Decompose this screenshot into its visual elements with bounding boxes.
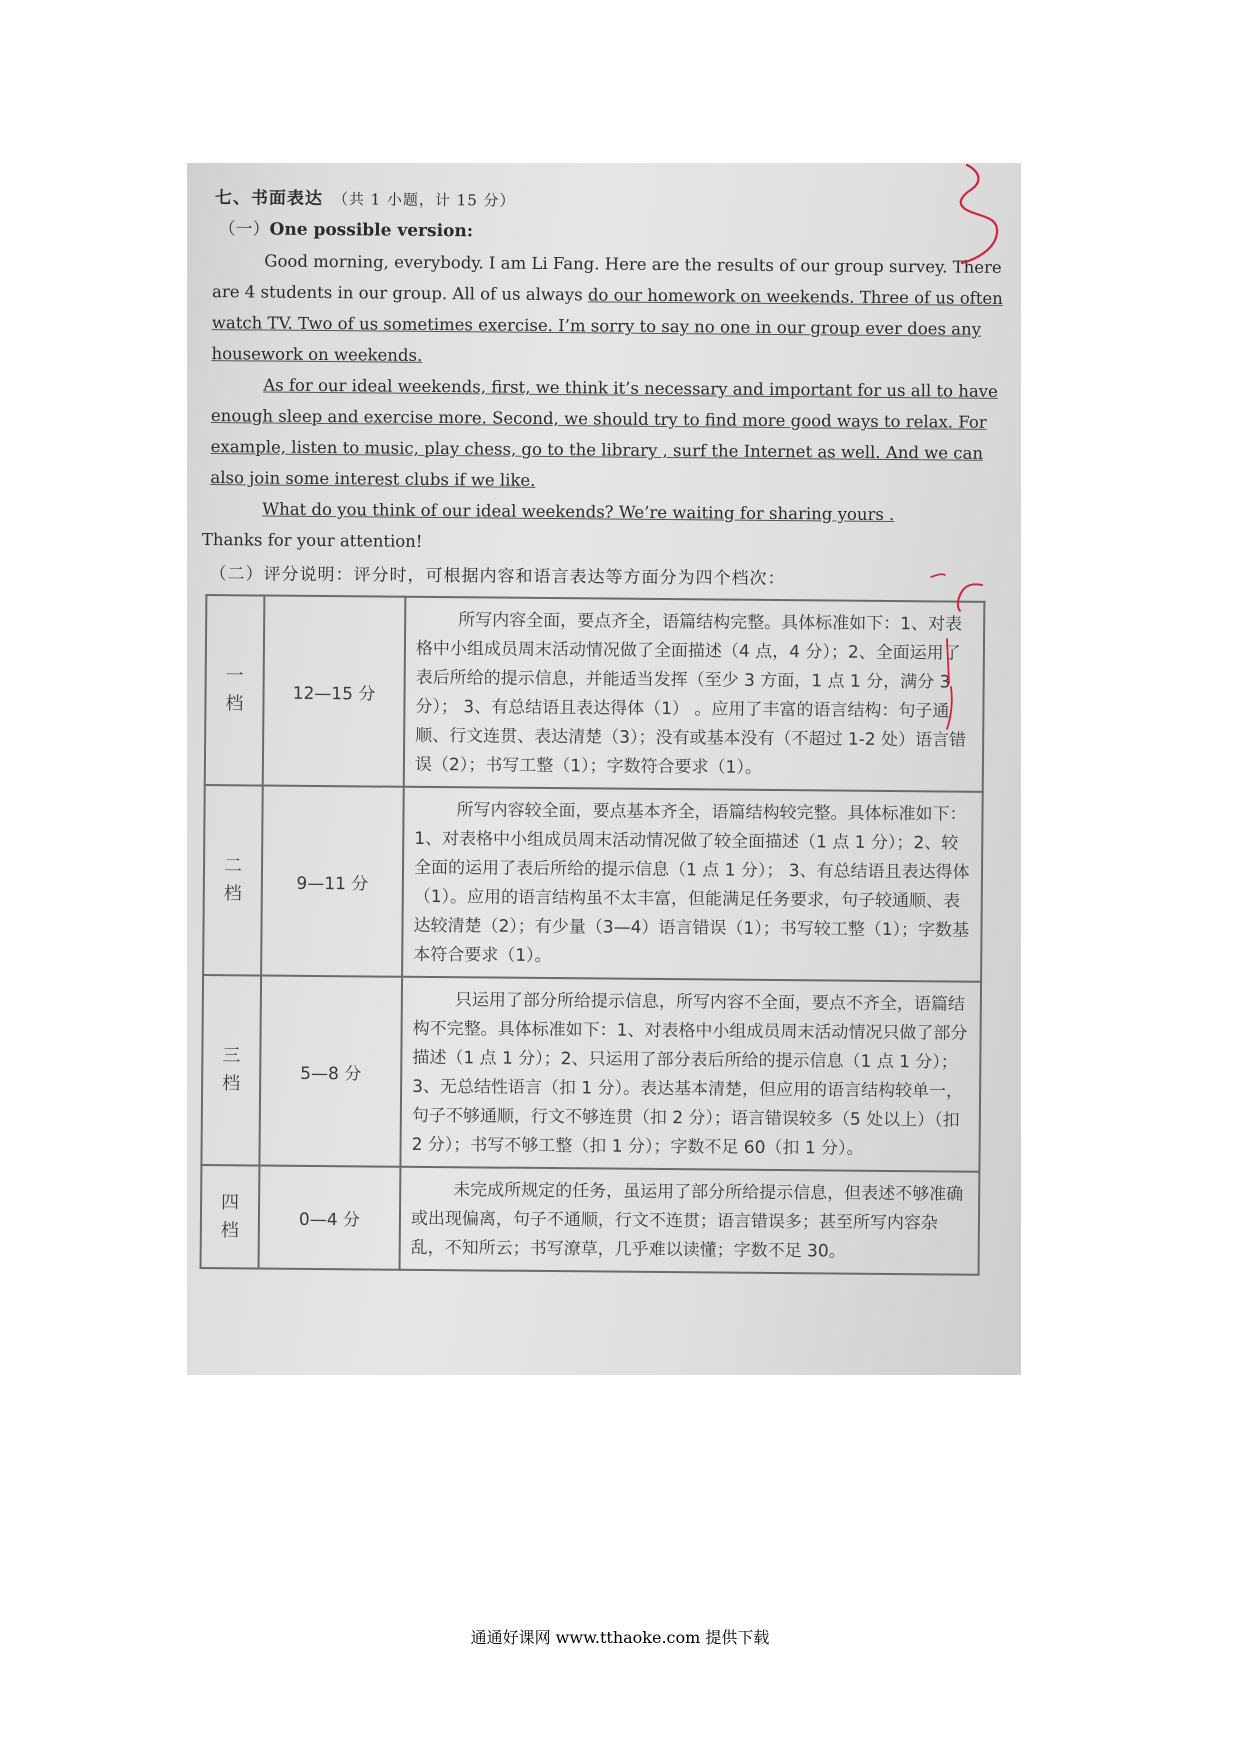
rubric-level-text: 四档 [220,1191,240,1241]
section-title-text: 七、书面表达 [214,188,323,210]
rubric-desc [402,787,983,982]
sample-essay [210,245,1004,531]
photo-content [196,183,1015,1276]
rubric-desc [400,1167,980,1275]
rubric-table [200,594,986,1276]
sample-label-text: One possible version: [269,219,474,242]
essay-p1-underlined: do our homework on weekends. Three of us often watch TV. Two of us sometimes exercise. I’m sorry to say no one in our group ever does any housework on weekends. [211,285,1003,365]
essay-p3-underlined: What do you think of our ideal weekends? We’re waiting for sharing yours . [262,499,895,525]
rubric-row-2 [203,785,983,982]
rubric-desc-text: 所写内容较全面，要点基本齐全，语篇结构较完整。具体标准如下：1、对表格中小组成员周末活动情况做了较全面描述（1 点 1 分）；2、较全面的运用了表后所给的提示信息（1 点 1 分）； 3、有总结语且表达得体（1）。应用的语言结构虽不太丰富，但能满足任务要求，句子较通顺、表达较清楚（2）；有少量（3—4）语言错误（1）；书写较工整（1）；字数基本符合要求（1）。 [413,800,970,967]
rubric-row-3 [201,975,981,1172]
rubric-level-text: 三档 [222,1045,241,1095]
rubric-row-1 [205,595,985,792]
rubric-desc-text: 未完成所规定的任务，虽运用了部分所给提示信息，但表述不够准确或出现偏离，句子不通顺，行文不连贯；语言错误多；甚至所写内容杂乱，不知所云；书写潦草，几乎难以读懂；字数不足 30。 [410,1180,964,1262]
section-note: （共 1 小题，计 15 分） [332,190,516,210]
rubric-desc-text: 只运用了部分所给提示信息，所写内容不全面，要点不齐全，语篇结构不完整。具体标准如下：1、对表格中小组成员周末活动情况只做了部分描述（1 点 1 分）；2、只运用了部分表后所给的提示信息（1 点 1 分）； 3、无总结性语言（扣 1 分）。表达基本清楚，但应用的语言结构较单一，句子不够通顺，行文不够连贯（扣 2 分）；语言错误较多（5 处以上）（扣 2 分）；书写不够工整（扣 1 分）；字数不足 60（扣 1 分）。 [411,990,968,1159]
rubric-desc [404,597,985,792]
essay-paragraph-1 [211,245,1004,376]
rubric-title: （二）评分说明：评分时，可根据内容和语言表达等方面分为四个档次： [209,564,786,590]
rubric-level-text: 二档 [223,855,243,905]
sample-label [219,214,1015,246]
rubric-score: 9—11 分 [261,786,404,977]
rubric-row-4 [201,1165,980,1275]
rubric-score: 5—8 分 [259,976,402,1167]
page-footer: 通通好课网 www.tthaoke.com 提供下载 [470,1628,770,1647]
essay-paragraph-2 [210,369,1003,500]
rubric-level-text: 一档 [225,665,244,715]
rubric-level [201,975,261,1165]
scanned-photo [187,163,1021,1375]
rubric-desc-text: 所写内容全面，要点齐全，语篇结构完整。具体标准如下：1、对表格中小组成员周末活动情况做了全面描述（4 点，4 分）；2、全面运用了表后所给的提示信息，并能适当发挥（至少 3 方面，1 点 1 分，满分 3 分）； 3、有总结语且表达得体（1） 。应用了丰富的语言结构：句子通顺、行文连贯、表达清楚（3）；没有或基本没有（不超过 1-2 处）语言错误（2）；书写工整（1）；字数符合要求（1）。 [414,610,967,778]
essay-p1-plain: Good morning, everybody. I am Li Fang. Here are the results of our group survey. There are 4 students in our group. All of us always [211,251,1002,305]
essay-closing: Thanks for your attention! [201,529,423,551]
rubric-desc [400,977,981,1172]
rubric-score: 0—4 分 [259,1166,401,1270]
sample-label-prefix: （一） [218,219,270,240]
rubric-level [203,785,263,975]
essay-p2-underlined: As for our ideal weekends, first, we think it’s necessary and important for us all to have enough sleep and exercise more. Second, we should try to find more good ways to relax. For example, listen to music, play chess, go to the library , surf the Internet as well. And we can also join some interest clubs if we like. [210,375,998,490]
rubric-level [205,595,265,785]
rubric-score: 12—15 分 [263,596,406,787]
section-title [215,183,1015,215]
rubric-level [201,1165,260,1269]
